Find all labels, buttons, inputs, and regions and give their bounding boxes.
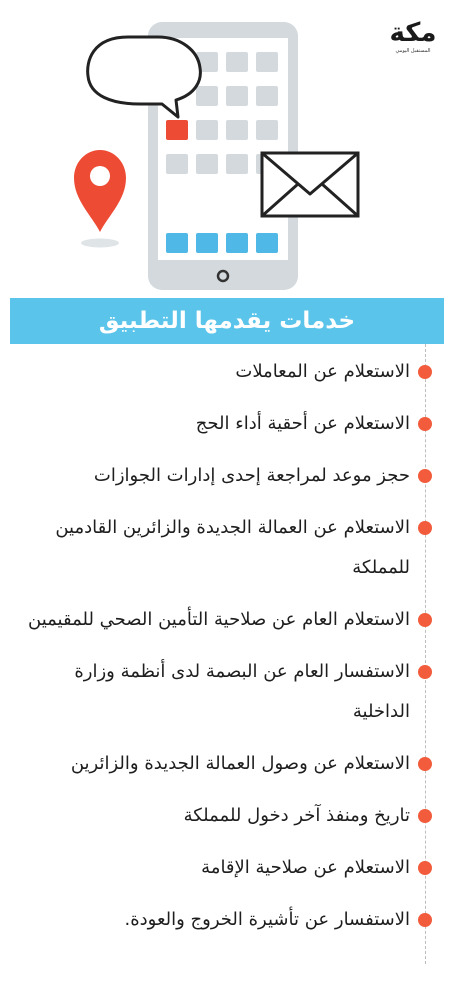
- service-label: الاستعلام عن المعاملات: [235, 361, 410, 382]
- bullet-dot-icon: [418, 613, 432, 627]
- map-pin-icon: [74, 150, 126, 248]
- bullet-dot-icon: [418, 365, 432, 379]
- logo-wordmark: مكة: [389, 18, 437, 48]
- list-item: [0, 848, 462, 888]
- bullet-dot-icon: [418, 757, 432, 771]
- service-label: الاستفسار عن تأشيرة الخروج والعودة.: [124, 909, 410, 930]
- list-item: [0, 508, 462, 588]
- list-item: [0, 600, 462, 640]
- service-label: الاستعلام عن صلاحية الإقامة: [201, 857, 410, 878]
- bullet-dot-icon: [418, 521, 432, 535]
- list-item: [0, 900, 462, 940]
- list-item: [0, 404, 462, 444]
- section-banner: [10, 298, 444, 344]
- bullet-dot-icon: [418, 665, 432, 679]
- app-tile-highlight: [166, 120, 188, 140]
- service-label: الاستعلام عن العمالة الجديدة والزائرين القادمين للمملكة: [55, 517, 410, 578]
- service-label: الاستفسار العام عن البصمة لدى أنظمة وزارة الداخلية: [74, 661, 410, 722]
- services-list: [0, 352, 462, 952]
- list-item: [0, 456, 462, 496]
- service-label: حجز موعد لمراجعة إحدى إدارات الجوازات: [93, 465, 410, 486]
- bullet-dot-icon: [418, 861, 432, 875]
- envelope-icon: [262, 153, 358, 216]
- service-label: الاستعلام عن أحقية أداء الحج: [195, 413, 410, 434]
- bullet-dot-icon: [418, 417, 432, 431]
- list-item: [0, 652, 462, 732]
- banner-title: خدمات يقدمها التطبيق: [98, 308, 356, 334]
- bullet-dot-icon: [418, 469, 432, 483]
- logo-tagline: ﺍﻟﻤﺴﺘﻘﺒﻞ ﺍﻟﻴﻮﻣﻲ: [395, 48, 431, 54]
- list-item: [0, 744, 462, 784]
- logo: [378, 18, 448, 62]
- service-label: الاستعلام العام عن صلاحية التأمين الصحي للمقيمين: [28, 609, 410, 630]
- bullet-dot-icon: [418, 913, 432, 927]
- bullet-dot-icon: [418, 809, 432, 823]
- list-item: [0, 352, 462, 392]
- service-label: الاستعلام عن وصول العمالة الجديدة والزائرين: [70, 753, 410, 774]
- list-item: [0, 796, 462, 836]
- hero-illustration: [0, 0, 462, 300]
- service-label: تاريخ ومنفذ آخر دخول للمملكة: [183, 805, 410, 826]
